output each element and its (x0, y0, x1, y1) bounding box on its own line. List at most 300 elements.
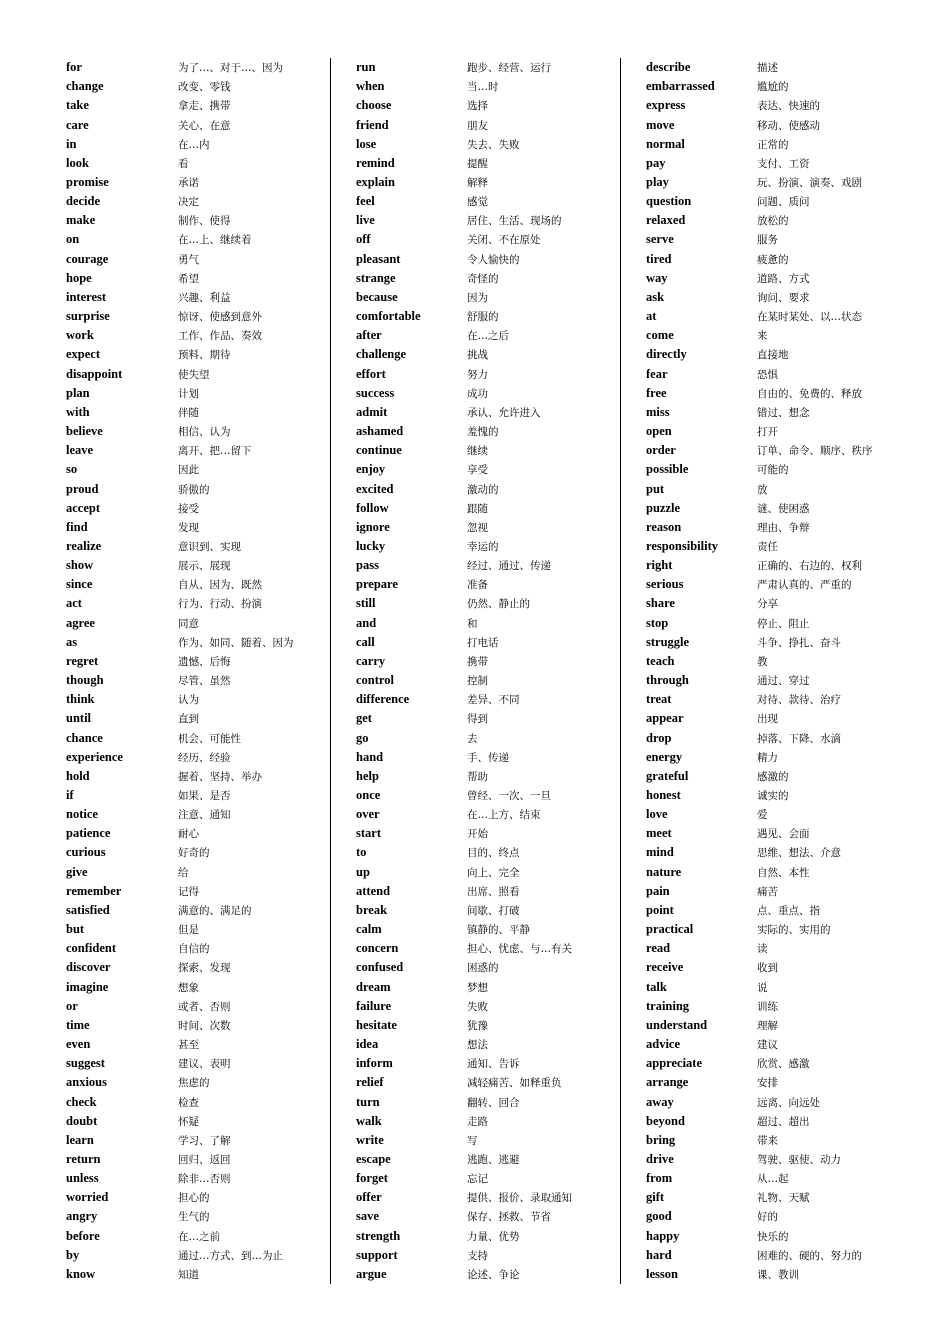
english-word: free (646, 385, 667, 400)
english-word: feel (356, 194, 375, 209)
english-word: courage (66, 251, 109, 266)
vocab-row (356, 192, 572, 211)
english-word: tired (646, 251, 672, 266)
english-word: choose (356, 98, 392, 113)
chinese-meaning: 可能的 (757, 464, 789, 477)
english-word: before (66, 1228, 100, 1243)
chinese-meaning: 除非…否则 (178, 1173, 231, 1186)
chinese-meaning: 好奇的 (178, 847, 210, 860)
english-word: gift (646, 1190, 665, 1205)
chinese-meaning: 享受 (467, 464, 488, 477)
english-word: responsibility (646, 538, 719, 553)
english-word: interest (66, 289, 107, 304)
vocab-row (66, 345, 294, 364)
vocab-row (356, 230, 572, 249)
chinese-meaning: 谜、使困惑 (757, 502, 810, 515)
chinese-meaning: 勇气 (178, 253, 199, 266)
chinese-meaning: 奇怪的 (467, 272, 499, 285)
english-word: miss (646, 404, 670, 419)
chinese-meaning: 逃跑、逃避 (467, 1153, 520, 1166)
vocab-row (646, 460, 873, 479)
chinese-meaning: 承认、允许进入 (467, 406, 541, 419)
chinese-meaning: 困难的、硬的、努力的 (757, 1249, 862, 1262)
chinese-meaning: 给 (178, 866, 189, 879)
english-word: hard (646, 1247, 672, 1262)
vocab-row (356, 441, 572, 460)
chinese-meaning: 预料、期待 (178, 349, 231, 362)
english-word: pass (356, 558, 379, 573)
english-word: lose (356, 136, 377, 151)
chinese-meaning: 严肃认真的、严重的 (757, 579, 852, 592)
vocab-row (356, 365, 572, 384)
chinese-meaning: 翻转、回合 (467, 1096, 520, 1109)
vocab-row (356, 58, 572, 77)
english-word: drive (646, 1151, 674, 1166)
english-word: plan (66, 385, 90, 400)
vocab-row (66, 135, 294, 154)
english-word: puzzle (646, 500, 681, 515)
english-word: at (646, 309, 657, 324)
word-column-3 (646, 58, 873, 1284)
chinese-meaning: 在…内 (178, 138, 210, 151)
vocab-row (356, 920, 572, 939)
chinese-meaning: 分享 (757, 598, 778, 611)
chinese-meaning: 令人愉快的 (467, 253, 520, 266)
chinese-meaning: 打开 (757, 426, 778, 439)
chinese-meaning: 自从、因为、既然 (178, 579, 262, 592)
vocab-row (66, 614, 294, 633)
vocab-row (66, 1265, 294, 1284)
vocab-row (646, 1112, 873, 1131)
vocab-row (66, 786, 294, 805)
vocab-row (66, 939, 294, 958)
english-word: because (356, 289, 398, 304)
chinese-meaning: 快乐的 (757, 1230, 789, 1243)
vocab-row (646, 614, 873, 633)
vocab-row (646, 690, 873, 709)
vocab-row (356, 422, 572, 441)
chinese-meaning: 论述、争论 (467, 1268, 520, 1281)
english-word: dream (356, 979, 391, 994)
vocab-row (646, 230, 873, 249)
english-word: possible (646, 462, 689, 477)
vocab-row (356, 269, 572, 288)
chinese-meaning: 跟随 (467, 502, 488, 515)
vocab-row (646, 882, 873, 901)
english-word: take (66, 98, 89, 113)
english-word: care (66, 117, 89, 132)
english-word: help (356, 768, 379, 783)
vocab-row (646, 728, 873, 747)
english-word: hope (66, 270, 92, 285)
column-divider (620, 58, 621, 1284)
chinese-meaning: 忘记 (467, 1173, 488, 1186)
english-word: struggle (646, 634, 690, 649)
chinese-meaning: 遇见、会面 (757, 828, 810, 841)
chinese-meaning: 自然、本性 (757, 866, 810, 879)
chinese-meaning: 失败 (467, 1000, 488, 1013)
vocab-row (356, 594, 572, 613)
english-word: relief (356, 1075, 384, 1090)
vocab-row (646, 307, 873, 326)
vocab-row (356, 1207, 572, 1226)
english-word: off (356, 232, 371, 247)
english-word: when (356, 79, 385, 94)
vocab-row (66, 307, 294, 326)
chinese-meaning: 安排 (757, 1077, 778, 1090)
vocab-row (646, 978, 873, 997)
chinese-meaning: 提供、报价、录取通知 (467, 1192, 572, 1205)
english-word: regret (66, 653, 99, 668)
vocab-row (646, 250, 873, 269)
chinese-meaning: 使失望 (178, 368, 210, 381)
chinese-meaning: 认为 (178, 694, 199, 707)
chinese-meaning: 目的、终点 (467, 847, 520, 860)
chinese-meaning: 理由、争辩 (757, 521, 810, 534)
chinese-meaning: 担心、忧虑、与…有关 (467, 943, 572, 956)
vocab-row (66, 594, 294, 613)
chinese-meaning: 知道 (178, 1268, 199, 1281)
english-word: put (646, 481, 665, 496)
chinese-meaning: 服务 (757, 234, 778, 247)
chinese-meaning: 感觉 (467, 196, 488, 209)
chinese-meaning: 惊讶、使感到意外 (178, 311, 262, 324)
english-word: after (356, 328, 382, 343)
vocab-row (66, 154, 294, 173)
english-word: remind (356, 155, 395, 170)
english-word: argue (356, 1266, 387, 1281)
vocab-row (646, 767, 873, 786)
vocab-row (356, 537, 572, 556)
vocab-row (66, 556, 294, 575)
english-word: away (646, 1094, 674, 1109)
vocab-row (646, 77, 873, 96)
chinese-meaning: 在某时某处、以…状态 (757, 311, 862, 324)
chinese-meaning: 建议、表明 (178, 1058, 231, 1071)
english-word: up (356, 864, 370, 879)
chinese-meaning: 驾驶、驱使、动力 (757, 1153, 841, 1166)
chinese-meaning: 经过、通过、传递 (467, 560, 551, 573)
english-word: know (66, 1266, 96, 1281)
vocab-row (646, 594, 873, 613)
chinese-meaning: 满意的、满足的 (178, 904, 252, 917)
chinese-meaning: 接受 (178, 502, 199, 515)
vocab-row (66, 824, 294, 843)
chinese-meaning: 收到 (757, 962, 778, 975)
vocab-row (66, 96, 294, 115)
chinese-meaning: 错过、想念 (757, 406, 810, 419)
vocab-row (356, 499, 572, 518)
chinese-meaning: 减轻痛苦、如释重负 (467, 1077, 562, 1090)
chinese-meaning: 居住、生活、现场的 (467, 215, 562, 228)
column-divider (330, 58, 331, 1284)
chinese-meaning: 意识到、实现 (178, 540, 241, 553)
vocab-row (646, 1016, 873, 1035)
vocab-row (646, 479, 873, 498)
english-word: difference (356, 692, 410, 707)
vocab-row (66, 978, 294, 997)
english-word: serve (646, 232, 674, 247)
chinese-meaning: 离开、把…留下 (178, 445, 252, 458)
english-word: treat (646, 692, 672, 707)
english-word: open (646, 424, 672, 439)
english-word: as (66, 634, 78, 649)
english-word: doubt (66, 1113, 98, 1128)
english-word: anxious (66, 1075, 107, 1090)
vocab-row (66, 901, 294, 920)
english-word: find (66, 519, 88, 534)
english-word: understand (646, 1017, 708, 1032)
chinese-meaning: 回归、返回 (178, 1153, 231, 1166)
vocab-row (646, 1169, 873, 1188)
chinese-meaning: 同意 (178, 617, 199, 630)
chinese-meaning: 记得 (178, 885, 199, 898)
chinese-meaning: 尽管、虽然 (178, 675, 231, 688)
chinese-meaning: 道路、方式 (757, 272, 810, 285)
english-word: enjoy (356, 462, 386, 477)
english-word: start (356, 826, 381, 841)
english-word: share (646, 596, 675, 611)
vocab-row (356, 882, 572, 901)
chinese-meaning: 行为、行动、扮演 (178, 598, 262, 611)
chinese-meaning: 精力 (757, 751, 778, 764)
vocab-row (356, 690, 572, 709)
vocab-row (356, 1169, 572, 1188)
chinese-meaning: 思维、想法、介意 (757, 847, 841, 860)
english-word: in (66, 136, 77, 151)
chinese-meaning: 或者、否则 (178, 1000, 231, 1013)
english-word: receive (646, 960, 684, 975)
english-word: admit (356, 404, 388, 419)
chinese-meaning: 放松的 (757, 215, 789, 228)
english-word: pay (646, 155, 666, 170)
english-word: honest (646, 788, 681, 803)
chinese-meaning: 远离、向远处 (757, 1096, 820, 1109)
english-word: failure (356, 998, 392, 1013)
vocab-row (66, 843, 294, 862)
english-word: make (66, 213, 96, 228)
english-word: call (356, 634, 375, 649)
chinese-meaning: 保存、拯救、节省 (467, 1211, 551, 1224)
vocab-row (646, 499, 873, 518)
chinese-meaning: 继续 (467, 445, 488, 458)
vocab-row (356, 1092, 572, 1111)
chinese-meaning: 停止、阻止 (757, 617, 810, 630)
vocab-row (66, 192, 294, 211)
vocab-row (356, 77, 572, 96)
vocab-row (646, 997, 873, 1016)
english-word: teach (646, 653, 675, 668)
chinese-meaning: 走路 (467, 1115, 488, 1128)
english-word: since (66, 577, 93, 592)
english-word: satisfied (66, 902, 110, 917)
english-word: agree (66, 615, 95, 630)
chinese-meaning: 当…时 (467, 81, 499, 94)
chinese-meaning: 携带 (467, 655, 488, 668)
english-word: prepare (356, 577, 398, 592)
vocab-row (356, 958, 572, 977)
vocab-row (66, 748, 294, 767)
english-word: through (646, 673, 689, 688)
english-word: meet (646, 826, 672, 841)
chinese-meaning: 舒服的 (467, 311, 499, 324)
chinese-meaning: 差异、不同 (467, 694, 520, 707)
english-word: training (646, 998, 690, 1013)
english-word: confused (356, 960, 404, 975)
english-word: bring (646, 1132, 676, 1147)
vocab-row (66, 997, 294, 1016)
vocab-row (356, 307, 572, 326)
chinese-meaning: 通知、告诉 (467, 1058, 520, 1071)
english-word: express (646, 98, 686, 113)
chinese-meaning: 自由的、免费的、释放 (757, 387, 862, 400)
english-word: angry (66, 1209, 98, 1224)
chinese-meaning: 为了…、对于…、因为 (178, 62, 283, 75)
vocab-row (646, 633, 873, 652)
vocab-row (646, 575, 873, 594)
english-word: confident (66, 941, 116, 956)
chinese-meaning: 斗争、挣扎、奋斗 (757, 636, 841, 649)
vocab-row (646, 1054, 873, 1073)
chinese-meaning: 梦想 (467, 981, 488, 994)
english-word: disappoint (66, 366, 123, 381)
english-word: believe (66, 424, 103, 439)
vocab-row (356, 978, 572, 997)
vocab-row (356, 1131, 572, 1150)
vocab-row (356, 518, 572, 537)
vocab-row (66, 77, 294, 96)
vocab-row (646, 1150, 873, 1169)
vocab-row (356, 460, 572, 479)
chinese-meaning: 但是 (178, 924, 199, 937)
vocab-row (646, 958, 873, 977)
english-word: practical (646, 922, 694, 937)
chinese-meaning: 理解 (757, 1019, 778, 1032)
vocab-row (646, 786, 873, 805)
english-word: by (66, 1247, 80, 1262)
vocab-row (356, 154, 572, 173)
vocab-row (66, 269, 294, 288)
english-word: once (356, 788, 381, 803)
english-word: come (646, 328, 674, 343)
vocab-row (356, 671, 572, 690)
vocab-row (356, 1150, 572, 1169)
vocab-row (356, 288, 572, 307)
word-column-2 (356, 58, 572, 1284)
vocab-row (646, 1265, 873, 1284)
vocab-row (66, 326, 294, 345)
english-word: suggest (66, 1056, 105, 1071)
vocab-row (646, 58, 873, 77)
vocab-row (646, 805, 873, 824)
chinese-meaning: 曾经、一次、一旦 (467, 790, 551, 803)
english-word: decide (66, 194, 101, 209)
chinese-meaning: 决定 (178, 196, 199, 209)
vocab-row (66, 460, 294, 479)
english-word: curious (66, 845, 106, 860)
chinese-meaning: 问题、质问 (757, 196, 810, 209)
chinese-meaning: 选择 (467, 100, 488, 113)
vocab-row (356, 250, 572, 269)
vocab-row (646, 1073, 873, 1092)
chinese-meaning: 出现 (757, 713, 778, 726)
chinese-meaning: 带来 (757, 1134, 778, 1147)
vocab-row (66, 211, 294, 230)
chinese-meaning: 痛苦 (757, 885, 778, 898)
vocab-row (66, 671, 294, 690)
chinese-meaning: 在…之后 (467, 330, 509, 343)
english-word: with (66, 404, 90, 419)
vocab-row (66, 863, 294, 882)
chinese-meaning: 诚实的 (757, 790, 789, 803)
vocab-row (646, 709, 873, 728)
vocab-row (66, 805, 294, 824)
chinese-meaning: 实际的、实用的 (757, 924, 831, 937)
vocab-row (646, 422, 873, 441)
chinese-meaning: 责任 (757, 540, 778, 553)
chinese-meaning: 在…上、继续着 (178, 234, 252, 247)
vocab-row (646, 556, 873, 575)
chinese-meaning: 好的 (757, 1211, 778, 1224)
vocab-row (66, 384, 294, 403)
english-word: attend (356, 883, 391, 898)
vocab-row (646, 154, 873, 173)
vocab-row (66, 288, 294, 307)
chinese-meaning: 爱 (757, 809, 768, 822)
english-word: move (646, 117, 675, 132)
chinese-meaning: 关心、在意 (178, 119, 231, 132)
vocab-row (66, 633, 294, 652)
chinese-meaning: 训练 (757, 1000, 778, 1013)
english-word: surprise (66, 309, 110, 324)
vocab-row (66, 250, 294, 269)
english-word: though (66, 673, 104, 688)
chinese-meaning: 展示、展现 (178, 560, 231, 573)
english-word: order (646, 443, 676, 458)
vocab-row (646, 843, 873, 862)
chinese-meaning: 仍然、静止的 (467, 598, 530, 611)
english-word: give (66, 864, 88, 879)
english-word: normal (646, 136, 685, 151)
chinese-meaning: 放 (757, 483, 768, 496)
vocab-row (66, 920, 294, 939)
chinese-meaning: 镇静的、平静 (467, 924, 530, 937)
vocab-row (356, 1073, 572, 1092)
english-word: inform (356, 1056, 393, 1071)
english-word: question (646, 194, 692, 209)
chinese-meaning: 遗憾、后悔 (178, 655, 231, 668)
chinese-meaning: 教 (757, 655, 768, 668)
english-word: arrange (646, 1075, 689, 1090)
english-word: energy (646, 749, 683, 764)
vocab-row (66, 1150, 294, 1169)
chinese-meaning: 激动的 (467, 483, 499, 496)
english-word: run (356, 60, 376, 75)
chinese-meaning: 开始 (467, 828, 488, 841)
english-word: get (356, 711, 372, 726)
english-word: time (66, 1017, 90, 1032)
chinese-meaning: 相信、认为 (178, 426, 231, 439)
english-word: escape (356, 1151, 391, 1166)
chinese-meaning: 学习、了解 (178, 1134, 231, 1147)
chinese-meaning: 力量、优势 (467, 1230, 520, 1243)
chinese-meaning: 想法 (467, 1039, 488, 1052)
english-word: to (356, 845, 367, 860)
chinese-meaning: 表达、快速的 (757, 100, 820, 113)
chinese-meaning: 玩、扮演、演奏、戏剧 (757, 177, 862, 190)
vocab-row (646, 96, 873, 115)
vocab-row (66, 1054, 294, 1073)
